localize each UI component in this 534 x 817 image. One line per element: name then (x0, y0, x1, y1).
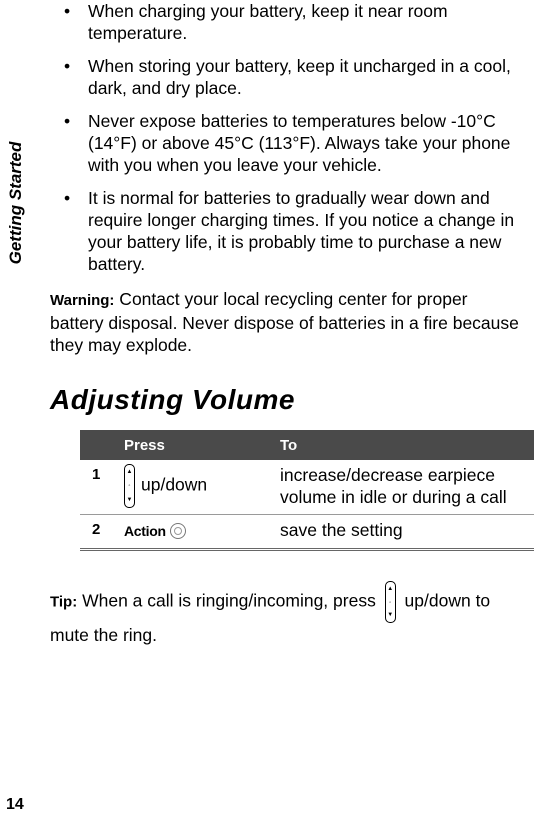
press-cell (106, 460, 280, 515)
list-item (50, 187, 532, 275)
page-content (50, 0, 532, 665)
table-row (80, 460, 534, 515)
list-item-text: Never expose batteries to temperatures below -10°C (14°F) or above 45°C (113°F). Always take your phone with you when you leave your vehicle. (88, 111, 511, 175)
list-item-text: When charging your battery, keep it near room temperature. (88, 1, 448, 43)
tip-paragraph (50, 581, 520, 647)
bullet-icon: • (64, 188, 71, 208)
bullet-icon: • (64, 1, 71, 21)
list-item (50, 110, 532, 176)
center-select-icon (170, 523, 186, 539)
page-number: 14 (6, 796, 24, 813)
warning-label: Warning: (50, 292, 115, 309)
table-row (80, 515, 534, 550)
list-item-text: When storing your battery, keep it uncharged in a cool, dark, and dry place. (88, 56, 511, 98)
table-header-step (80, 430, 106, 460)
to-cell: save the setting (280, 515, 534, 550)
table-header-to: To (280, 430, 534, 460)
nav-down-arrow-icon: ▼ (126, 497, 133, 503)
section-side-label-text: Getting Started (6, 141, 25, 265)
nav-up-arrow-icon: ▲ (126, 469, 133, 475)
section-side-label (4, 128, 28, 278)
bullet-icon: • (64, 111, 71, 131)
list-item-text: It is normal for batteries to gradually wear down and require longer charging times. If you notice a change in your battery life, it is probably time to purchase a new battery. (88, 188, 515, 274)
list-item (50, 55, 532, 99)
nav-up-arrow-icon: ▲ (387, 586, 394, 592)
warning-paragraph (50, 288, 520, 356)
list-item (50, 0, 532, 44)
battery-tips-list (50, 0, 532, 275)
navigation-key-icon (124, 464, 135, 508)
tip-text-before: When a call is ringing/incoming, press (77, 590, 381, 611)
bullet-icon: • (64, 56, 71, 76)
step-number: 1 (80, 460, 106, 515)
press-cell (106, 515, 280, 550)
nav-center-dot-icon: ◦ (128, 483, 131, 489)
section-heading: Adjusting Volume (50, 384, 295, 415)
warning-text: Contact your local recycling center for proper battery disposal. Never dispose of batteries in a fire because they may explode. (50, 289, 519, 355)
table-header-press: Press (106, 430, 280, 460)
nav-down-arrow-icon: ▼ (387, 612, 394, 618)
tip-text-after: up/down to mute the ring. (50, 590, 491, 645)
nav-center-dot-icon: ◦ (389, 600, 392, 606)
tip-label: Tip: (50, 593, 78, 611)
table-header-row (80, 430, 534, 460)
action-key-label: Action (124, 523, 166, 539)
to-cell: increase/decrease earpiece volume in idle or during a call (280, 460, 534, 515)
volume-steps-table (80, 430, 534, 551)
navigation-key-icon (385, 581, 396, 623)
press-text: up/down (141, 474, 208, 495)
step-number: 2 (80, 515, 106, 550)
